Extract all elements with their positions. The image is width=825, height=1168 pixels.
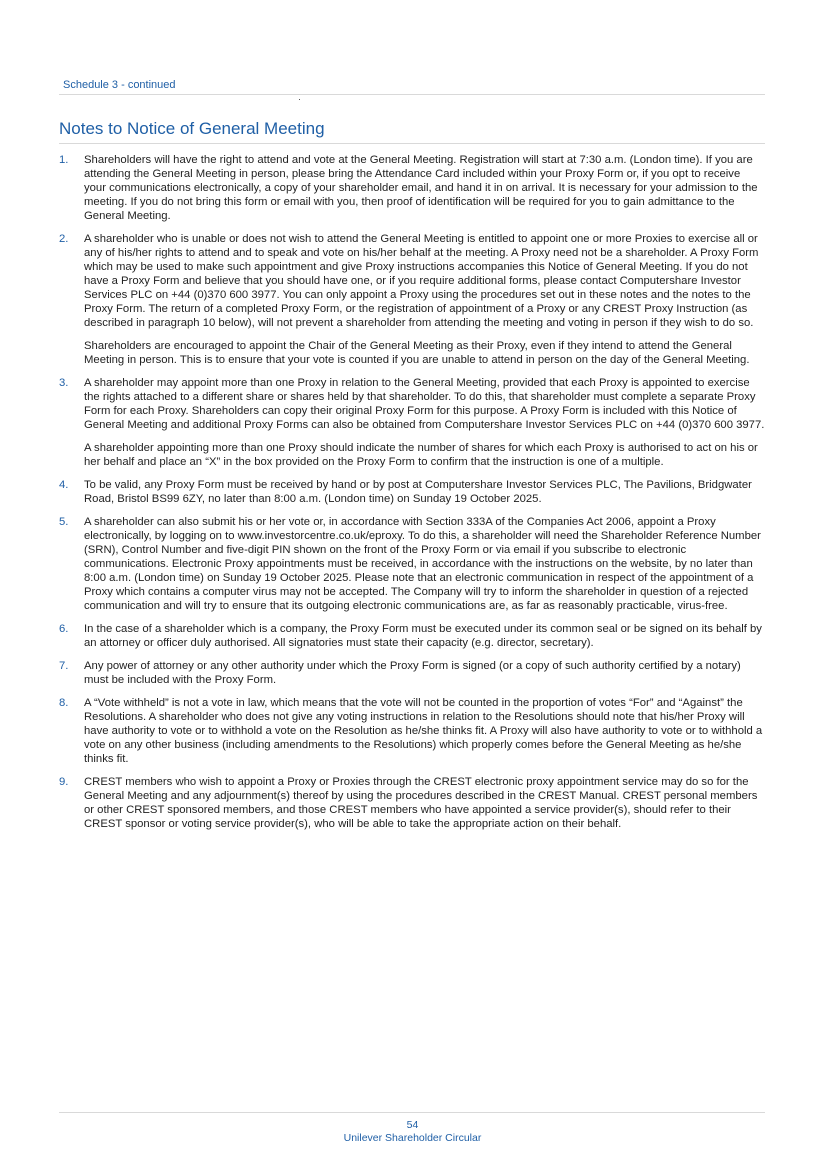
note-paragraph: To be valid, any Proxy Form must be received by hand or by post at Computershare Investor Services PLC, The Pavilions, Bridgwater Road, Bristol BS99 6ZY, no later than 8:00 a.m. (London time) on Sunday 19 October 2025. <box>84 479 752 505</box>
note-paragraph: Any power of attorney or any other authority under which the Proxy Form is signed (or a copy of such authority certified by a notary) must be included with the Proxy Form. <box>84 660 741 686</box>
header-divider <box>59 94 765 95</box>
note-number: 8. <box>59 697 69 709</box>
note-number: 5. <box>59 516 69 528</box>
note-number: 6. <box>59 623 69 635</box>
note-number: 7. <box>59 660 69 672</box>
schedule-label: Schedule 3 - continued <box>63 79 176 91</box>
note-8 <box>59 696 765 766</box>
note-paragraph: CREST members who wish to appoint a Proxy or Proxies through the CREST electronic proxy appointment service may do so for the General Meeting and any adjournment(s) thereof by using the procedures described in the CREST Manual. CREST personal members or other CREST sponsored members, and those CREST members who have appointed a service provider(s), should refer to their CREST sponsor or voting service provider(s), who will be able to take the appropriate action on their behalf. <box>84 776 758 830</box>
note-5 <box>59 515 765 613</box>
note-9 <box>59 775 765 831</box>
note-2 <box>59 232 765 367</box>
note-number: 1. <box>59 154 69 166</box>
notes-list <box>59 153 765 840</box>
note-number: 9. <box>59 776 69 788</box>
note-paragraph: A shareholder may appoint more than one Proxy in relation to the General Meeting, provided that each Proxy is appointed to exercise the rights attached to a different share or shares held by that shareholder. To do this, that shareholder must complete a separate Proxy Form for each Proxy. Shareholders can copy their original Proxy Form for this purpose. A Proxy Form is included with this Notice of General Meeting and additional Proxy Forms can also be obtained from Computershare Investor Services PLC on +44 (0)370 600 3977. <box>84 377 765 431</box>
section-title: Notes to Notice of General Meeting <box>59 119 325 138</box>
note-7 <box>59 659 765 687</box>
note-6 <box>59 622 765 650</box>
note-paragraph: A shareholder appointing more than one Proxy should indicate the number of shares for which each Proxy is authorised to act on his or her behalf and place an “X” in the box provided on the Proxy Form to confirm that the instruction is one of a multiple. <box>84 442 758 468</box>
note-4 <box>59 478 765 506</box>
note-paragraph: A “Vote withheld” is not a vote in law, which means that the vote will not be counted in the proportion of votes “For” and “Against” the Resolutions. A shareholder who does not give any voting instructions in relation to the Resolutions should note that his/her Proxy will have authority to vote or to withhold a vote on the Resolution as he/she thinks fit. A Proxy will also have authority to vote or to withhold a vote on any other business (including amendments to the Resolutions) which properly comes before the General Meeting as he/she thinks fit. <box>84 697 763 765</box>
note-1 <box>59 153 765 223</box>
title-divider <box>59 143 765 144</box>
stray-mark <box>299 99 300 100</box>
page-number: 54 <box>406 1119 419 1131</box>
note-paragraph: Shareholders are encouraged to appoint the Chair of the General Meeting as their Proxy, even if they intend to attend the General Meeting in person. This is to ensure that your vote is counted if you are unable to attend in person on the day of the General Meeting. <box>84 340 750 366</box>
publication-title: Unilever Shareholder Circular <box>343 1132 482 1144</box>
note-paragraph: Shareholders will have the right to attend and vote at the General Meeting. Registration will start at 7:30 a.m. (London time). If you are attending the General Meeting in person, please bring the Attendance Card included within your Proxy Form or, if you opt to receive your communications electronically, a copy of your shareholder email, and hand it in on arrival. It is necessary for your admission to the meeting. If you do not bring this form or email with you, then proof of identification will be required for you to gain admittance to the General Meeting. <box>84 154 758 222</box>
note-paragraph: A shareholder can also submit his or her vote or, in accordance with Section 333A of the Companies Act 2006, appoint a Proxy electronically, by logging on to www.investorcentre.co.uk/eproxy. To do this, a shareholder will need the Shareholder Reference Number (SRN), Control Number and five-digit PIN shown on the front of the Proxy Form or via email if you subscribe to electronic communications. Electronic Proxy appointments must be received, in accordance with the instructions on the website, by no later than 8:00 a.m. (London time) on Sunday 19 October 2025. Please note that an electronic communication in respect of the appointment of a Proxy which contains a computer virus may not be accepted. The Company will try to inform the shareholder in question of a rejected communication and will try to ensure that its outgoing electronic communications are, as far as reasonably practicable, virus-free. <box>84 516 761 612</box>
note-3 <box>59 376 765 469</box>
note-number: 3. <box>59 377 69 389</box>
note-number: 2. <box>59 233 69 245</box>
note-number: 4. <box>59 479 69 491</box>
note-paragraph: In the case of a shareholder which is a company, the Proxy Form must be executed under its common seal or be signed on its behalf by an attorney or officer duly authorised. All signatories must state their capacity (e.g. director, secretary). <box>84 623 762 649</box>
note-paragraph: A shareholder who is unable or does not wish to attend the General Meeting is entitled to appoint one or more Proxies to exercise all or any of his/her rights to attend and to speak and vote on his/her behalf at the meeting. A Proxy need not be a shareholder. A Proxy Form which may be used to make such appointment and give Proxy instructions accompanies this Notice of General Meeting. If you do not have a Proxy Form and believe that you should have one, or if you require additional forms, please contact Computershare Investor Services PLC on +44 (0)370 600 3977. You can only appoint a Proxy using the procedures set out in these notes and the notes to the Proxy Form. The return of a completed Proxy Form, or the registration of appointment of a Proxy or any CREST Proxy Instruction (as described in paragraph 10 below), will not prevent a shareholder from attending the meeting and voting in person if they wish to do so. <box>84 233 759 329</box>
footer-divider <box>59 1112 765 1113</box>
